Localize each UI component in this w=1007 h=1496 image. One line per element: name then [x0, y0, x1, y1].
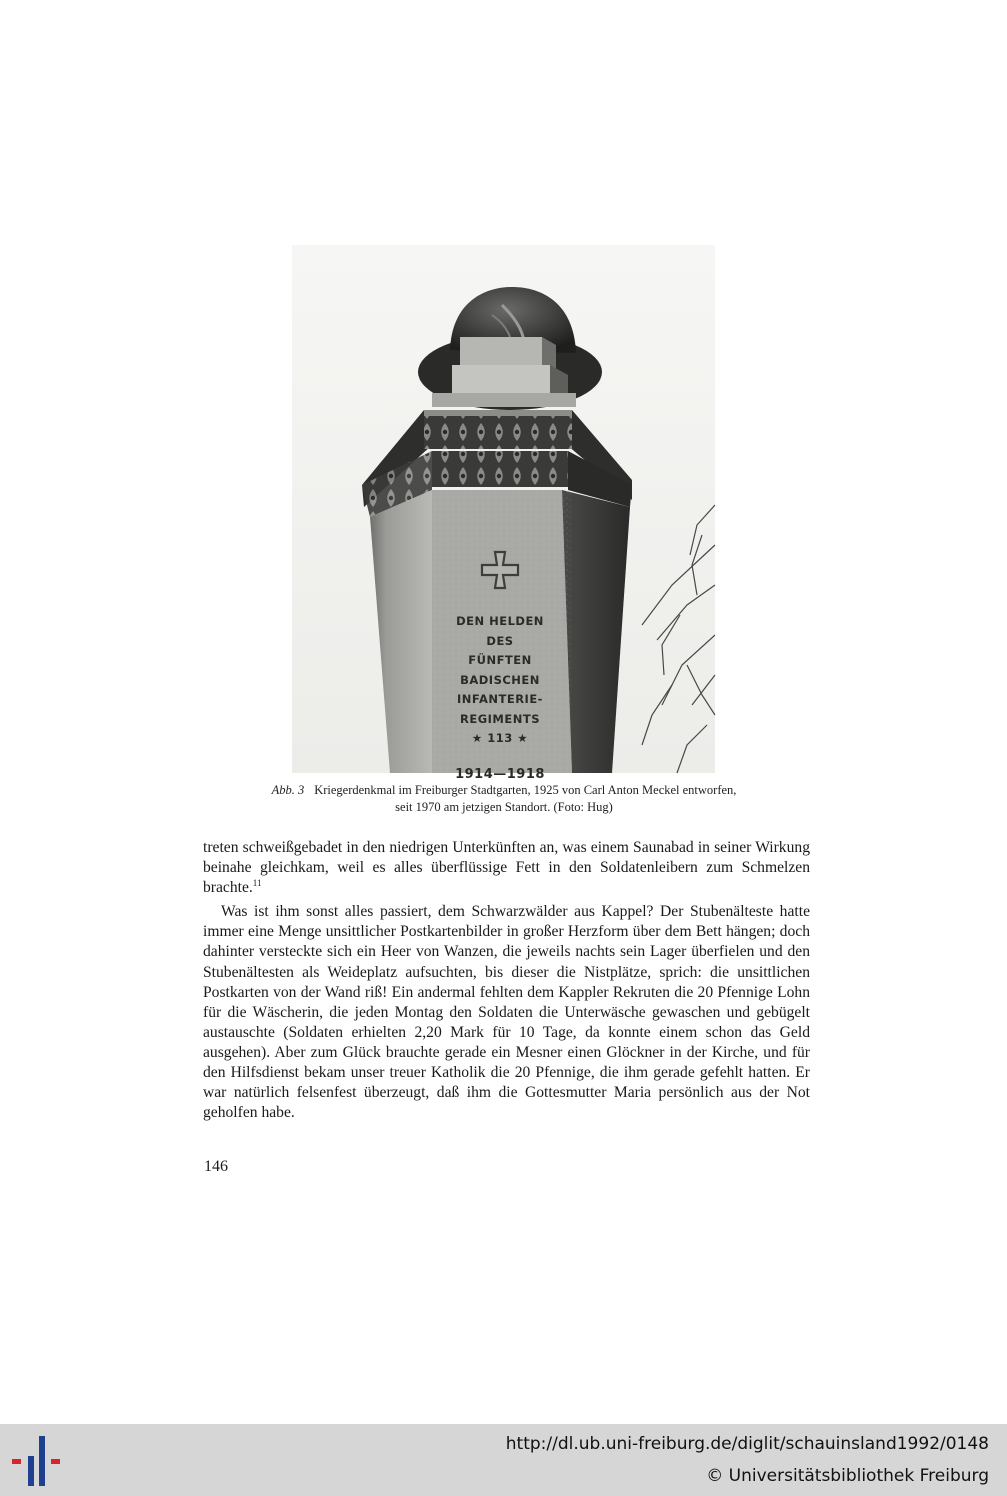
inscription-line: BADISCHEN [460, 672, 540, 687]
inscription-line: DES [486, 633, 514, 648]
paragraph: Was ist ihm sonst alles passiert, dem Schwarzwälder aus Kappel? Der Stubenälteste hatte immer eine Menge unsittlicher Postkartenbilder in großer Herzform über dem Bett hängen; doch dahinter versteckte sich ein Heer von Wanzen, die jeweils nachts sein Lager überfielen und den Stubenältesten als Weideplatz aufsuchten, bis dieser die Nistplätze, sprich: die unsittlichen Postkarten von der Wand riß! Ein andermal fehlten dem Kappler Rekruten die 20 Pfennige Lohn für die Wäscherin, die jeden Montag den Soldaten die Unterwäsche gewaschen und gebügelt austauschte (Soldaten erhielten 2,20 Mark für 10 Tage, da konnte einem schon das Geld ausgehen). Aber zum Glück brauchte gerade ein Mesner einen Glöckner in der Kirche, und für den Hilfsdienst bekam unser treuer Katholik die 20 Pfennige, die ihm gerade gefehlt hatten. Er war natürlich felsenfest überzeugt, daß ihm die Gottesmutter Maria persönlich aus der Not geholfen habe. [203, 903, 810, 1122]
page-number: 146 [204, 1158, 228, 1175]
paragraph-text: treten schweißgebadet in den niedrigen Unterkünften an, was einem Saunabad in seiner Wirkung beinahe gleichkam, weil es alles überflüssige Fett in den Soldatenleibern zum Schmelzen brachte. [203, 839, 810, 897]
footnote-ref[interactable]: 11 [252, 878, 262, 889]
source-url-link[interactable]: http://dl.ub.uni-freiburg.de/diglit/schauinsland1992/0148 [505, 1434, 989, 1454]
inscription-years: 1914—1918 [455, 766, 545, 782]
paragraph [203, 838, 810, 898]
monument-photo [292, 245, 715, 782]
inscription-line: DEN HELDEN [456, 614, 544, 628]
library-logo-icon [12, 1436, 64, 1486]
footer-bar [0, 1424, 1007, 1496]
figure-caption [200, 782, 808, 816]
figure-label: Abb. 3 [271, 783, 305, 797]
caption-line-1: Kriegerdenkmal im Freiburger Stadtgarten, 1925 von Carl Anton Meckel entworfen, [314, 783, 737, 797]
caption-line-2: seit 1970 am jetzigen Standort. (Foto: Hug) [395, 800, 613, 814]
inscription-line: INFANTERIE- [457, 692, 543, 706]
copyright-notice: © Universitätsbibliothek Freiburg [706, 1466, 989, 1486]
body-text [203, 838, 810, 1123]
inscription-line: REGIMENTS [460, 711, 540, 726]
inscription-line: FÜNFTEN [468, 653, 532, 667]
monument-inscription [442, 612, 558, 784]
inscription-line: ★ 113 ★ [471, 731, 529, 745]
